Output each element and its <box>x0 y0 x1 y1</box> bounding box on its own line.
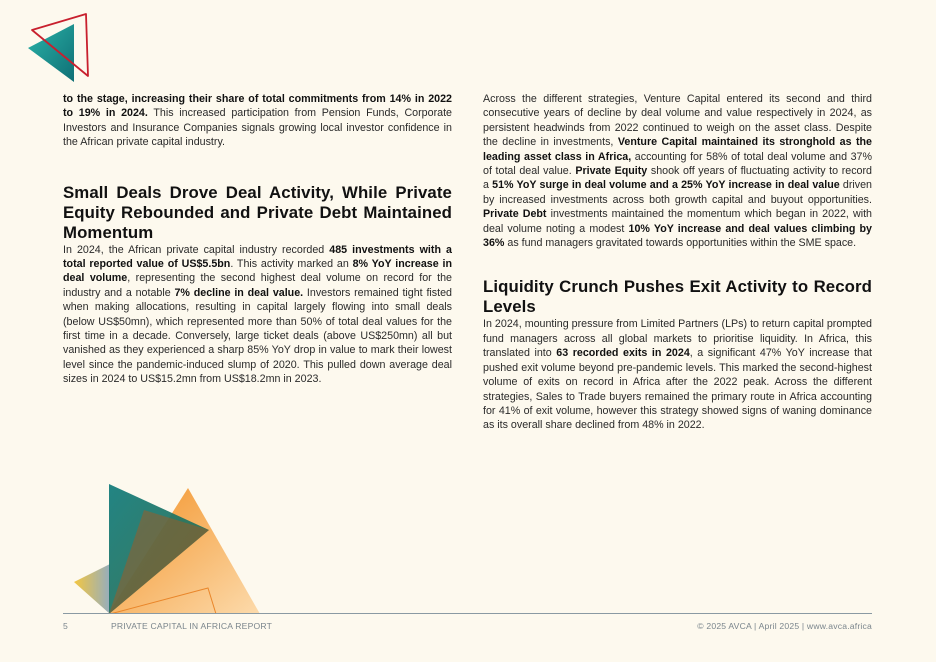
emphasis-text: 63 recorded exits in 2024 <box>556 347 690 360</box>
section-heading-deal-activity: Small Deals Drove Deal Activity, While Private Equity Rebounded and Private Debt Maintained Momentum <box>63 182 452 242</box>
emphasis-text: 51% YoY surge in deal volume and a 25% YoY increase in deal value <box>492 179 840 192</box>
body-text: accounting for 58% of total deal volume and 37% of total deal value. <box>483 150 873 178</box>
strategies-paragraph <box>483 92 872 250</box>
body-text: investments maintained the momentum which began in 2022, with deal volume noting a modest <box>483 208 872 235</box>
body-text: . This activity marked an <box>230 258 353 271</box>
emphasis-text: Private Debt <box>483 208 547 221</box>
emphasis-text: 7% decline in deal value. <box>174 286 304 299</box>
exits-paragraph <box>483 317 872 432</box>
report-title: PRIVATE CAPITAL IN AFRICA REPORT <box>111 621 273 631</box>
emphasis-text: Private Equity <box>575 165 648 178</box>
body-text: , representing the second highest deal volume on record for the industry and a notable <box>63 272 452 299</box>
intro-paragraph <box>63 92 452 150</box>
body-text: shook off years of fluctuating activity to record a <box>483 165 872 192</box>
deal-activity-paragraph <box>63 243 452 387</box>
emphasis-text: Venture Capital maintained its stronghold as the leading asset class in Africa, <box>483 136 872 163</box>
left-column <box>63 92 452 387</box>
emphasis-text: 8% YoY increase in deal volume <box>63 258 452 285</box>
emphasis-text: 485 investments with a total reported value of US$5.5bn <box>63 243 452 271</box>
copyright-footer: © 2025 AVCA | April 2025 | www.avca.africa <box>697 621 872 631</box>
body-text: , a significant 47% YoY increase that pushed exit volume beyond pre-pandemic levels. This marked the second-highest volume of exits on record in Africa after the 2022 peak. Across the different strategies, Sales to Trade buyers remained the primary route in Africa accounting for 41% of exit volume, however this strategy showed signs of waning dominance as its overall share declined from 48% in 2022. <box>483 347 872 432</box>
body-text: Investors remained tight fisted when making allocations, resulting in capital largely flowing into small deals (below US$50mn), which represented more than 50% of total deal values for the first time in a decade. Conversely, large ticket deals (above US$250mn) all but vanished as they experienced a sharp 85% YoY drop in value to mark their lowest level since the pandemic-induced slump of 2020. This pulled down average deal sizes in 2024 to US$15.2mn from US$18.2mn in 2023. <box>63 286 452 386</box>
right-column <box>483 92 872 433</box>
body-text: Across the different strategies, Venture Capital entered its second and third consecutive years of decline by deal volume and value respectively in 2024, as persistent headwinds from 2022 continued to weigh on the asset class. Despite the decline in investments, <box>483 93 872 149</box>
footer-divider <box>63 613 872 614</box>
page-number: 5 <box>63 621 68 631</box>
emphasis-text: to the stage, increasing their share of total commitments from 14% in 2022 to 19% in 2024. <box>63 93 452 120</box>
body-text: In 2024, mounting pressure from Limited Partners (LPs) to return capital prompted fund managers across all global markets to prioritise liquidity. In Africa, this translated into <box>483 318 872 360</box>
decorative-triangles-graphic <box>66 480 266 614</box>
body-text: as fund managers gravitated towards opportunities within the SME space. <box>504 237 857 250</box>
emphasis-text: 10% YoY increase and deal values climbing by 36% <box>483 222 872 250</box>
body-text: driven by increased investments across both growth capital and buyout opportunities. <box>483 179 872 206</box>
section-heading-liquidity: Liquidity Crunch Pushes Exit Activity to Record Levels <box>483 277 872 317</box>
body-text: In 2024, the African private capital industry recorded <box>63 243 330 256</box>
avca-logo-icon <box>24 12 94 82</box>
body-text: This increased participation from Pension Funds, Corporate Investors and Insurance Companies signals growing local investor confidence in the African private capital industry. <box>63 107 452 149</box>
